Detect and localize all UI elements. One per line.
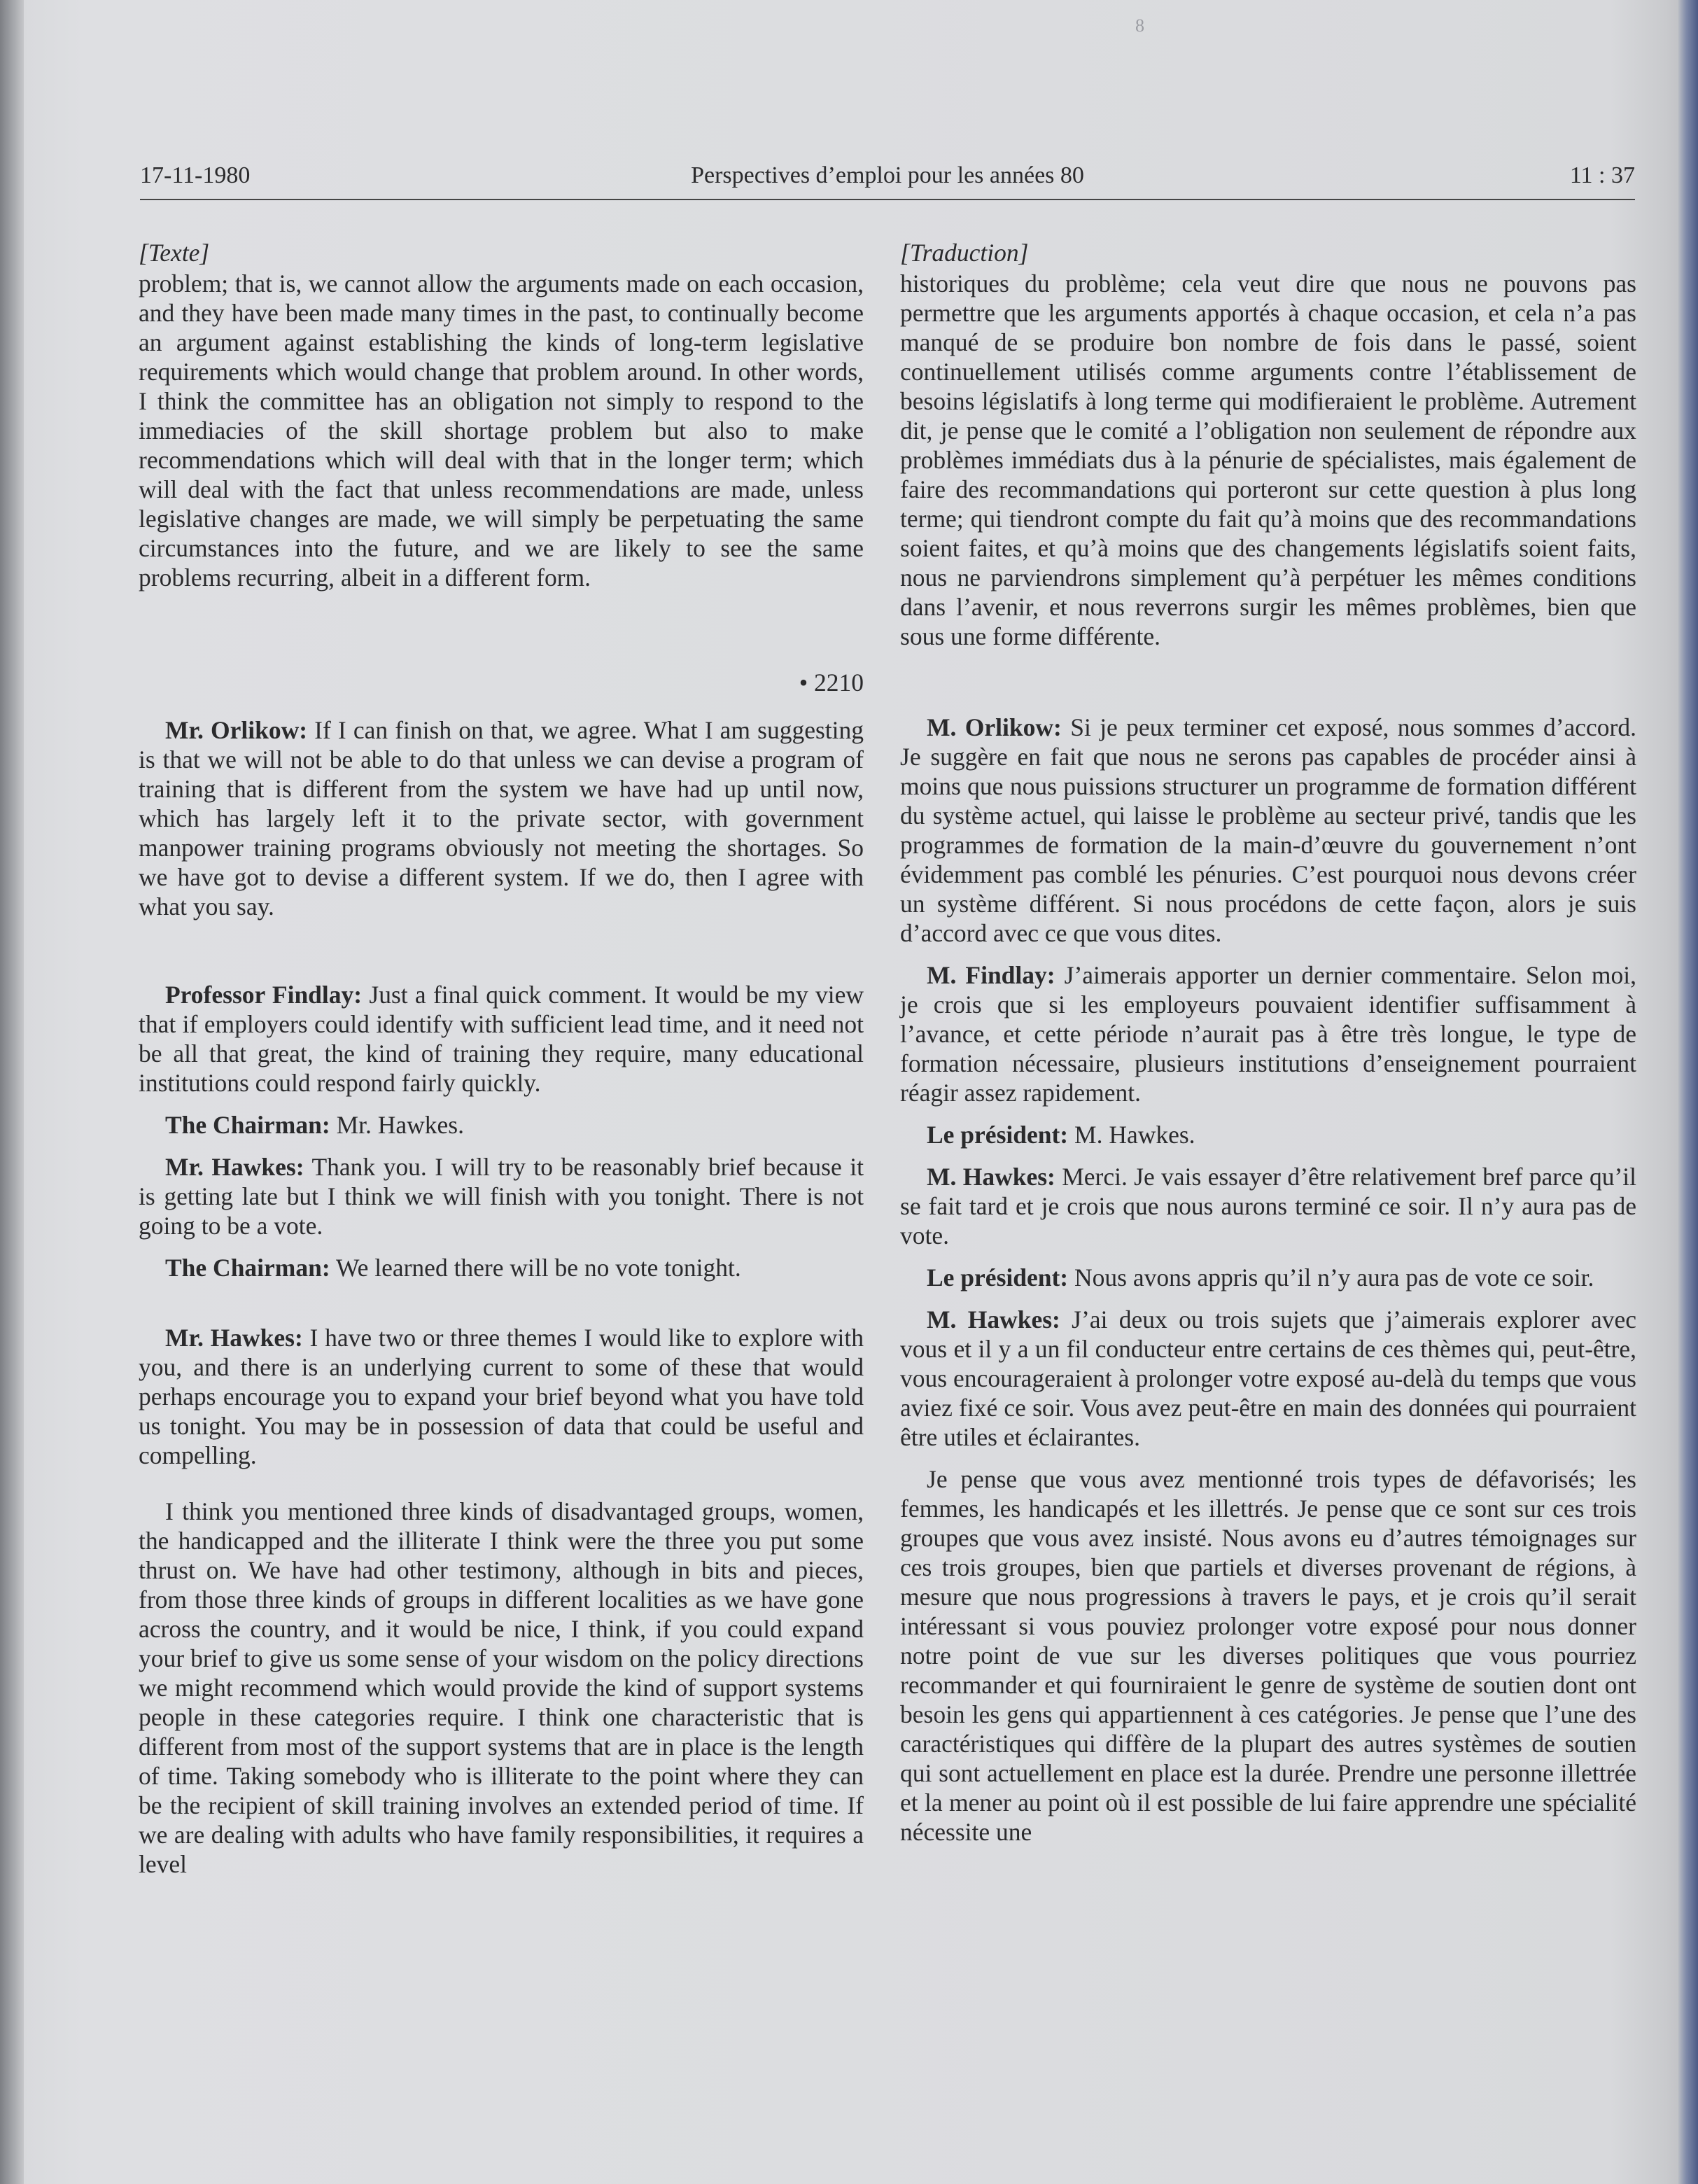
speech-text: Nous avons appris qu’il n’y aura pas de vote ce soir. [1074, 1264, 1594, 1292]
speaker-name: Le président: [927, 1121, 1069, 1149]
paragraph: historiques du problème; cela veut dire que nous ne pouvons pas permettre que les arguments apportés à chaque occasion, et cela n’a pas manqué de se produire bon nombre de fois dans le passé, soient continuellement utilisés comme arguments contre l’établissement de besoins législatifs à long terme qui modifieraient le problème. Autrement dit, je pense que le comité a l’obligation non seulement de répondre aux problèmes immédiats dus à la pénurie de spécialistes, mais également de faire des recommandations qui porteront sur cette question à plus long terme; qui tiendront compte du fait qu’à moins que des recommandations soient faites, et qu’à moins que des changements législatifs soient faits, nous ne parviendrons simplement qu’à perpétuer les mêmes conditions dans l’avenir, et nous reverrons surgir les mêmes problèmes, bien que sous une forme différente. [900, 270, 1636, 650]
speaker-name: The Chairman: [165, 1111, 330, 1139]
speaker-name: M. Findlay: [927, 961, 1055, 989]
speaker-name: Mr. Hawkes: [165, 1324, 303, 1352]
paragraph: I think you mentioned three kinds of disadvantaged groups, women, the handicapped and the illiterate I think were the three you put some thrust on. We have had other testimony, although in bits and pieces, from those three kinds of groups in different localities as we have gone across the country, and it would be nice, I think, if you could expand your brief to give us some sense of your wisdom on the policy directions we might recommend which would provide the kind of support systems people in these categories require. I think one characteristic that is different from most of the support systems that are in place is the length of time. Taking somebody who is illiterate to the point where they can be the recipient of skill training involves an extended period of time. If we are dealing with adults who have family responsibilities, it requires a level [139, 1497, 864, 1878]
paragraph-orlikow [139, 715, 864, 921]
paragraph-hawkes [900, 1305, 1636, 1452]
speaker-name: Le président: [927, 1264, 1069, 1292]
speech-text: J’ai deux ou trois sujets que j’aimerais explorer avec vous et il y a un fil conducteur entre certains de ces thèmes qui, peut-être, vous encourageraient à prolonger votre exposé au-delà du temps que vous aviez fixé ce soir. Vous avez peut-être en main des données qui pourraient être utiles et éclairantes. [900, 1306, 1636, 1451]
paragraph-orlikow [900, 713, 1636, 948]
paragraph-chairman [139, 1253, 864, 1282]
speaker-name: The Chairman: [165, 1254, 330, 1282]
paragraph: problem; that is, we cannot allow the arguments made on each occasion, and they have been made many times in the past, to continually become an argument against establishing the kinds of long-term legislative requirements which would change that problem around. In other words, I think the committee has an obligation not simply to respond to the immediacies of the skill shortage problem but also to make recommendations which will deal with that in the longer term; which will deal with the fact that unless recommendations are made, unless legislative changes are made, we will simply be perpetuating the same circumstances into the future, and we are likely to see the same problems recurring, albeit in a different form. [139, 270, 864, 592]
paragraph-hawkes [900, 1162, 1636, 1250]
speech-text: Merci. Je vais essayer d’être relativement bref parce qu’il se fait tard et je crois que nous aurons terminé ce soir. Il n’y aura pas de vote. [900, 1163, 1636, 1250]
speaker-name: M. Hawkes: [927, 1306, 1060, 1334]
paragraph-hawkes [139, 1323, 864, 1470]
header-title: Perspectives d’emploi pour les années 80 [691, 162, 1084, 188]
speech-text: Thank you. I will try to be reasonably brief because it is getting late but I think we will finish with you tonight. There is not going to be a vote. [139, 1153, 864, 1240]
time-marker: • 2210 [799, 668, 864, 696]
speaker-name: M. Orlikow: [927, 713, 1062, 741]
speech-text: If I can finish on that, we agree. What I am suggesting is that we will not be able to do that unless we can devise a program of training that is different from the system we have had up until now, which has largely left it to the private sector, with government manpower training programs obviously not meeting the shortages. So we have got to devise a different system. If we do, then I agree with what you say. [139, 716, 864, 920]
header-page-number: 11 : 37 [1569, 162, 1635, 188]
paragraph: Je pense que vous avez mentionné trois types de défavorisés; les femmes, les handicapés et les illettrés. Je pense que ce sont sur ces trois groupes que vous avez insisté. Nous avons eu d’autres témoignages sur ces trois groupes, bien que partiels et diverses provenant de régions, à mesure que nous progressions à travers le pays, et je crois qu’il serait intéressant si vous pouviez prolonger votre exposé pour nous donner notre point de vue sur les diverses politiques que vous pourriez recommander et qui fourniraient le genre de système de soutien dont ont besoin les gens qui appartiennent à ces catégories. Je pense que l’une des caractéristiques qui diffère de la plupart des autres systèmes de soutien qui sont actuellement en place est la durée. Prendre une personne illettrée et la mener au point où il est possible de lui faire apprendre une spécialité nécessite une [900, 1465, 1636, 1846]
paragraph-president [900, 1263, 1636, 1292]
paragraph-president [900, 1120, 1636, 1149]
paragraph-hawkes [139, 1152, 864, 1240]
binding-gutter [0, 0, 24, 2184]
speech-text: We learned there will be no vote tonight. [335, 1254, 741, 1282]
speaker-name: Professor Findlay: [165, 981, 363, 1009]
speech-text: Mr. Hawkes. [336, 1111, 464, 1139]
section-label-texte: [Texte] [139, 239, 210, 267]
speaker-name: Mr. Hawkes: [165, 1153, 304, 1181]
speaker-name: M. Hawkes: [927, 1163, 1055, 1191]
paragraph-chairman [139, 1110, 864, 1140]
speaker-name: Mr. Orlikow: [165, 716, 308, 744]
french-column [900, 232, 1636, 1859]
book-spine-edge [1678, 0, 1698, 2184]
running-header [140, 162, 1635, 200]
paragraph-findlay [139, 980, 864, 1098]
header-date: 17-11-1980 [140, 162, 251, 188]
faint-stamp: 8 [1135, 15, 1144, 36]
speech-text: M. Hawkes. [1074, 1121, 1195, 1149]
section-label-traduction: [Traduction] [900, 239, 1029, 267]
english-column [139, 232, 864, 1891]
speech-text: I have two or three themes I would like to explore with you, and there is an underlying current to some of these that would perhaps encourage you to expand your brief beyond what you have told us tonight. You may be in possession of data that could be useful and compelling. [139, 1324, 864, 1469]
speech-text: J’aimerais apporter un dernier commentaire. Selon moi, je crois que si les employeurs pouvaient identifier suffisamment à l’avance, et cette période n’aurait pas à être très longue, le type de formation nécessaire, plusieurs institutions d’enseignement pourraient réagir assez rapidement. [900, 961, 1637, 1107]
speech-text: Si je peux terminer cet exposé, nous sommes d’accord. Je suggère en fait que nous ne serons pas capables de procéder ainsi à moins que nous puissions structurer un programme de formation différent du système actuel, qui laisse le problème au secteur privé, tandis que les programmes de formation de la main-d’œuvre du gouvernement n’ont évidemment pas comblé les pénuries. C’est pourquoi nous devons créer un système différent. Si nous procédons de cette façon, alors je suis d’accord avec ce que vous dites. [900, 713, 1637, 947]
speech-text: Just a final quick comment. It would be my view that if employers could identify with sufficient lead time, and it need not be all that great, the kind of training they require, many educational institutions could respond fairly quickly. [139, 981, 864, 1097]
paragraph-findlay [900, 960, 1636, 1107]
